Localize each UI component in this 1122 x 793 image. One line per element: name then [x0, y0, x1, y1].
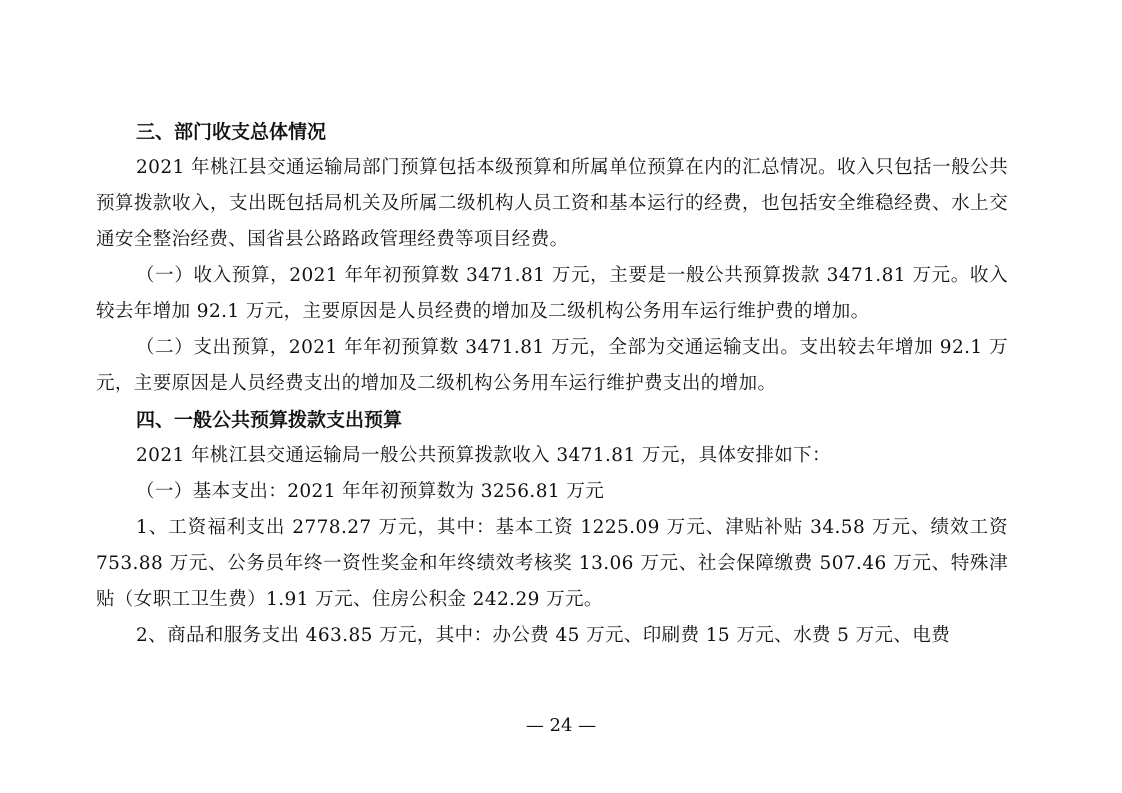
paragraph-basic-expenditure: （一）基本支出：2021 年年初预算数为 3256.81 万元	[136, 481, 605, 502]
paragraph-salary-welfare: 1、工资福利支出 2778.27 万元，其中：基本工资 1225.09 万元、津贴补贴 34.58 万元、绩效工资 753.88 万元、公务员年终一资性奖金和年终绩效考核奖 13.06 万元、社会保障缴费 507.46 万元、特殊津贴（女职工卫生费）1.91 万元、住房公积金 242.29 万元。	[96, 517, 1008, 610]
section-heading-3: 三、部门收支总体情况	[136, 121, 327, 143]
paragraph-appropriation-income: 2021 年桃江县交通运输局一般公共预算拨款收入 3471.81 万元，具体安排如下：	[136, 445, 831, 466]
paragraph-goods-services: 2、商品和服务支出 463.85 万元，其中：办公费 45 万元、印刷费 15 万元、水费 5 万元、电费	[136, 625, 951, 646]
document-body	[96, 114, 1008, 654]
section-heading-4: 四、一般公共预算拨款支出预算	[136, 409, 403, 431]
paragraph-income-budget: （一）收入预算，2021 年年初预算数 3471.81 万元，主要是一般公共预算拨款 3471.81 万元。收入较去年增加 92.1 万元，主要原因是人员经费的增加及二级机构公务用车运行维护费的增加。	[96, 265, 1008, 322]
paragraph-budget-overview: 2021 年桃江县交通运输局部门预算包括本级预算和所属单位预算在内的汇总情况。收入只包括一般公共预算拨款收入，支出既包括局机关及所属二级机构人员工资和基本运行的经费，也包括安全维稳经费、水上交通安全整治经费、国省县公路路政管理经费等项目经费。	[96, 157, 1008, 250]
paragraph-expense-budget: （二）支出预算，2021 年年初预算数 3471.81 万元，全部为交通运输支出。支出较去年增加 92.1 万元，主要原因是人员经费支出的增加及二级机构公务用车运行维护费支出的增加。	[96, 337, 1008, 394]
page-number: — 24 —	[525, 715, 597, 736]
